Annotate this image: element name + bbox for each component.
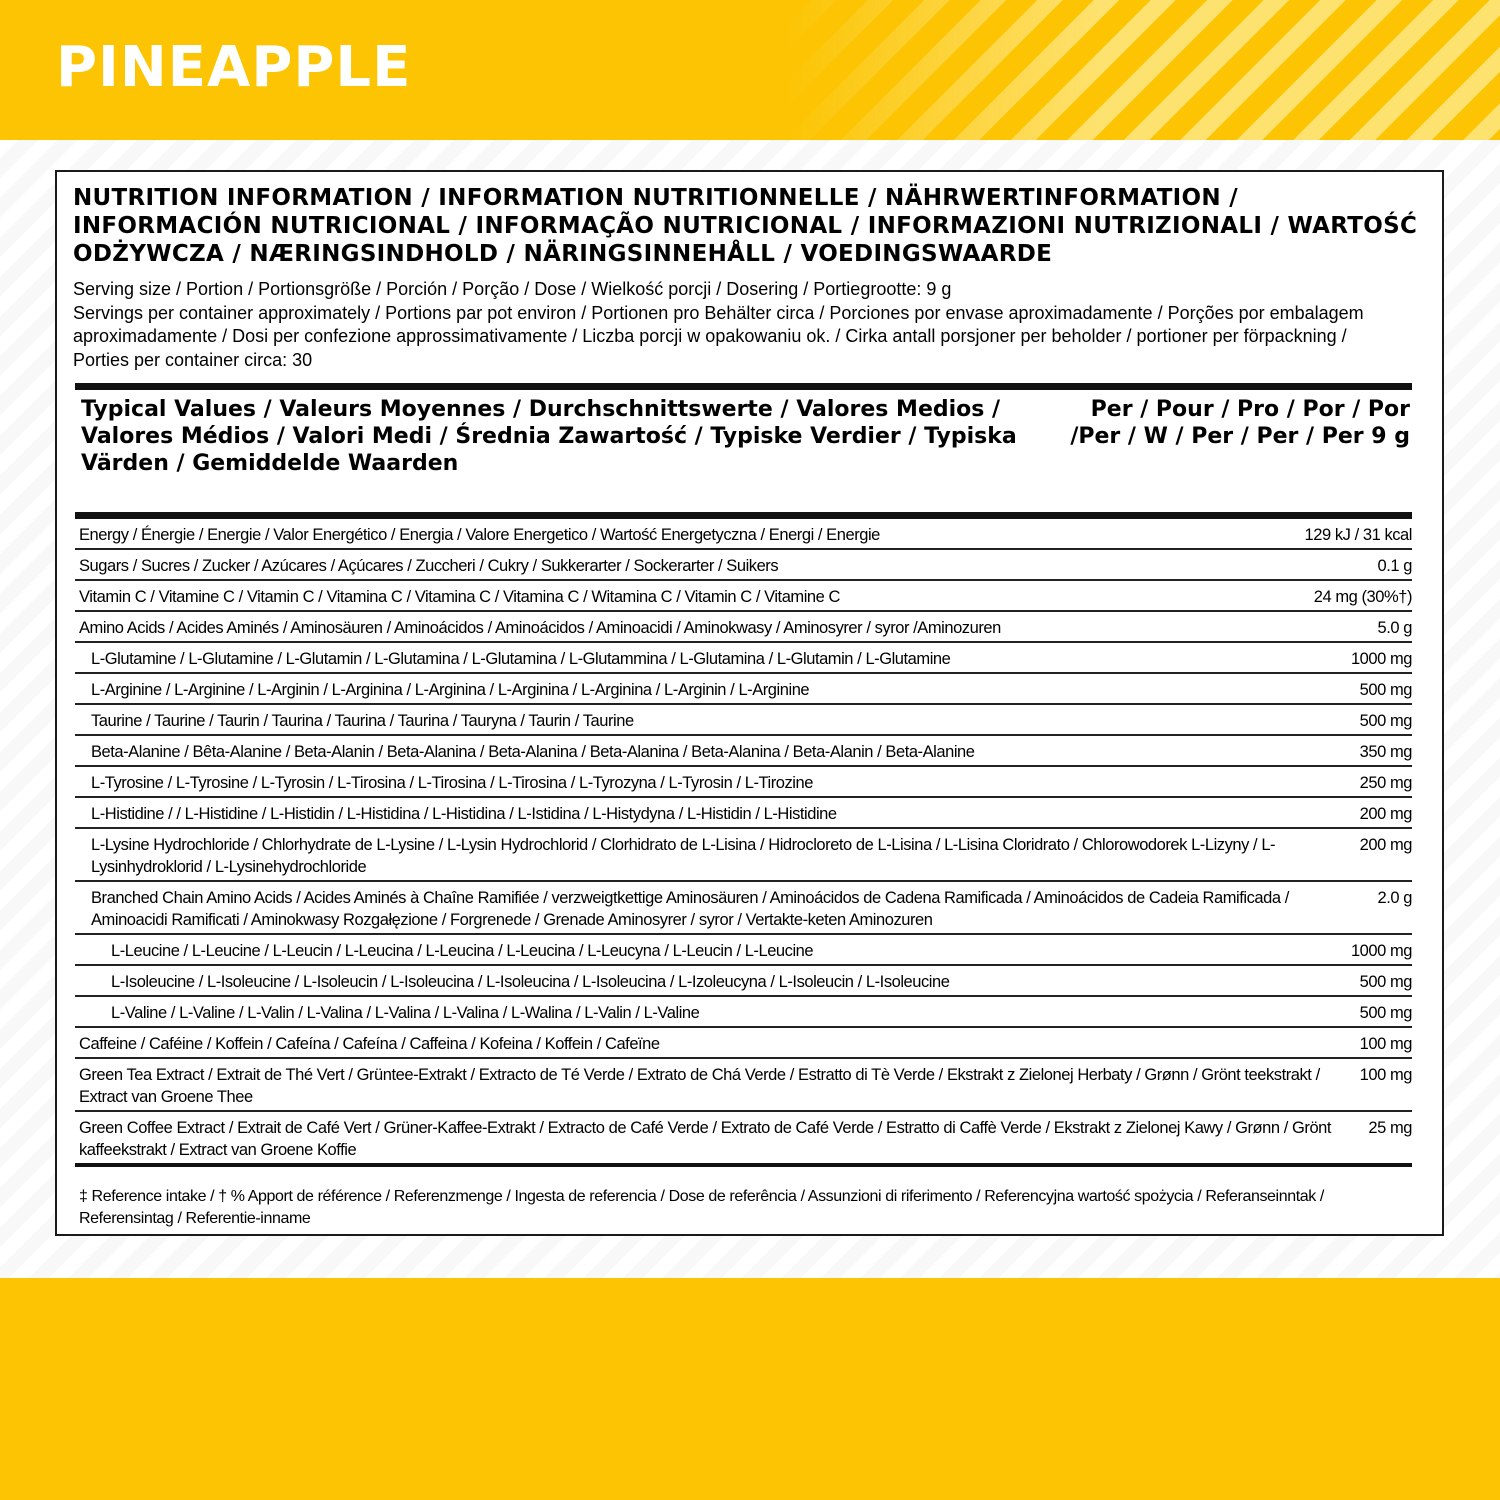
table-row	[75, 736, 1412, 767]
per-serving-heading: Per / Pour / Pro / Por / Por /Per / W / Per / Per / Per 9 g	[1070, 397, 1410, 449]
nutrient-name: Energy / Énergie / Energie / Valor Energético / Energia / Valore Energetico / Wartość Energetyczna / Energi / Energie	[79, 526, 880, 544]
nutrient-value: 500 mg	[1359, 681, 1412, 699]
nutrient-name: Taurine / Taurine / Taurin / Taurina / Taurina / Taurina / Tauryna / Taurin / Taurine	[91, 712, 634, 730]
table-row	[75, 767, 1412, 798]
table-row	[75, 705, 1412, 736]
nutrient-value: 1000 mg	[1350, 942, 1412, 960]
nutrient-name: Vitamin C / Vitamine C / Vitamin C / Vitamina C / Vitamina C / Vitamina C / Witamina C / Vitamin C / Vitamine C	[79, 588, 840, 606]
nutrient-value: 200 mg	[1359, 805, 1412, 823]
nutrient-value: 500 mg	[1359, 1004, 1412, 1022]
nutrient-value: 100 mg	[1359, 1066, 1412, 1084]
flavor-title: PINEAPPLE	[56, 35, 412, 100]
table-row	[75, 612, 1412, 643]
nutrient-name: Sugars / Sucres / Zucker / Azúcares / Açúcares / Zuccheri / Cukry / Sukkerarter / Sockerarter / Suikers	[79, 557, 779, 575]
nutrient-value: 1000 mg	[1350, 650, 1412, 668]
nutrient-name: L-Histidine / / L-Histidine / L-Histidin / L-Histidina / L-Histidina / L-Istidina / L-Histydyna / L-Histidin / L-Histidine	[91, 805, 837, 823]
table-row	[75, 966, 1412, 997]
table-row	[75, 829, 1412, 882]
table-row	[75, 643, 1412, 674]
nutrient-value: 100 mg	[1359, 1035, 1412, 1053]
table-row	[75, 674, 1412, 705]
nutrient-name: Green Tea Extract / Extrait de Thé Vert / Grüntee-Extrakt / Extracto de Té Verde / Extrato de Chá Verde / Estratto di Tè Verde / Ekstrakt z Zielonej Herbaty / Grønn / Grönt teekstrakt / Extract van Groene Thee	[79, 1066, 1320, 1106]
nutrient-value: 250 mg	[1359, 774, 1412, 792]
nutrient-value: 24 mg (30%†)	[1313, 588, 1412, 606]
nutrient-name: L-Tyrosine / L-Tyrosine / L-Tyrosin / L-Tirosina / L-Tirosina / L-Tirosina / L-Tyrozyna / L-Tyrosin / L-Tirozine	[91, 774, 813, 792]
nutrient-value: 2.0 g	[1377, 889, 1412, 907]
nutrient-name: L-Lysine Hydrochloride / Chlorhydrate de L-Lysine / L-Lysin Hydrochlorid / Clorhidrato de L-Lisina / Hidrocloreto de L-Lisina / L-Lisina Cloridrato / Chlorowodorek L-Lizyny / L-Lysinhydroklorid / L-Lysinehydrochloride	[91, 836, 1276, 876]
nutrient-value: 129 kJ / 31 kcal	[1304, 526, 1412, 544]
table-row	[75, 519, 1412, 550]
typical-values-heading: Typical Values / Valeurs Moyennes / Durchschnittswerte / Valores Medios / Valores Médios / Valori Medi / Średnia Zawartość / Typiske Verdier / Typiska Värden / Gemiddelde Waarden	[81, 397, 1017, 476]
nutrient-name: L-Isoleucine / L-Isoleucine / L-Isoleucin / L-Isoleucina / L-Isoleucina / L-Isoleucina / L-Izoleucyna / L-Isoleucin / L-Isoleucine	[111, 973, 950, 991]
table-row	[75, 1028, 1412, 1059]
table-row	[75, 1112, 1412, 1167]
nutrient-name: Beta-Alanine / Bêta-Alanine / Beta-Alanin / Beta-Alanina / Beta-Alanina / Beta-Alanina / Beta-Alanina / Beta-Alanin / Beta-Alanine	[91, 743, 975, 761]
nutrient-name: L-Glutamine / L-Glutamine / L-Glutamin / L-Glutamina / L-Glutamina / L-Glutammina / L-Glutamina / L-Glutamin / L-Glutamine	[91, 650, 951, 668]
nutrient-name: L-Leucine / L-Leucine / L-Leucin / L-Leucina / L-Leucina / L-Leucina / L-Leucyna / L-Leucin / L-Leucine	[111, 942, 814, 960]
nutrient-value: 5.0 g	[1377, 619, 1412, 637]
footer-band	[0, 1278, 1500, 1500]
nutrition-title: NUTRITION INFORMATION / INFORMATION NUTRITIONNELLE / NÄHRWERTINFORMATION / INFORMACIÓN NUTRICIONAL / INFORMAÇÃO NUTRICIONAL / INFORMAZIONI NUTRIZIONALI / WARTOŚĆ ODŻYWCZA / NÆRINGSINDHOLD / NÄRINGSINNEHÅLL / VOEDINGSWAARDE	[73, 185, 1418, 267]
header-band	[0, 0, 1500, 140]
nutrient-value: 200 mg	[1359, 836, 1412, 854]
serving-info	[73, 278, 1403, 372]
table-row	[75, 1059, 1412, 1112]
nutrition-table	[75, 519, 1412, 1167]
nutrient-value: 25 mg	[1368, 1119, 1412, 1137]
nutrient-name: Amino Acids / Acides Aminés / Aminosäuren / Aminoácidos / Aminoácidos / Aminoacidi / Aminokwasy / Aminosyrer / syror /Aminozuren	[79, 619, 1001, 637]
nutrient-name: L-Valine / L-Valine / L-Valin / L-Valina / L-Valina / L-Valina / L-Walina / L-Valin / L-Valine	[111, 1004, 700, 1022]
reference-footnote: ‡ Reference intake / † % Apport de référence / Referenzmenge / Ingesta de referencia / Dose de referência / Assunzioni di riferimento / Referencyjna wartość spożycia / Referanseinntak / Referensintag / Referentie-inname	[79, 1188, 1324, 1227]
divider-table-top	[75, 512, 1412, 519]
nutrient-name: L-Arginine / L-Arginine / L-Arginin / L-Arginina / L-Arginina / L-Arginina / L-Arginina / L-Arginin / L-Arginine	[91, 681, 810, 699]
header-stripes	[780, 0, 1500, 140]
table-row	[75, 798, 1412, 829]
nutrient-name: Caffeine / Caféine / Koffein / Cafeína / Cafeína / Caffeina / Kofeina / Koffein / Cafeïne	[79, 1035, 660, 1053]
nutrient-value: 500 mg	[1359, 712, 1412, 730]
nutrient-name: Branched Chain Amino Acids / Acides Aminés à Chaîne Ramifiée / verzweigtkettige Aminosäuren / Aminoácidos de Cadena Ramificada / Aminoácidos de Cadeia Ramificada / Aminoacidi Ramificati / Aminokwasy Rozgałęzione / Forgrenede / Grenade Aminosyrer / syror / Vertakte-keten Aminozuren	[91, 889, 1289, 929]
nutrient-value: 500 mg	[1359, 973, 1412, 991]
nutrient-value: 0.1 g	[1377, 557, 1412, 575]
table-row	[75, 550, 1412, 581]
table-row	[75, 997, 1412, 1028]
nutrition-panel	[55, 170, 1444, 1236]
table-row	[75, 935, 1412, 966]
servings-per-container: Servings per container approximately / Portions par pot environ / Portionen pro Behälter circa / Porciones por envase aproximadamente / Porções por embalagem aproximadamente / Dosi per confezione approssimativamente / Liczba porcji w opakowaniu ok. / Cirka antall porsjoner per beholder / portioner per förpackning / Porties per container circa: 30	[73, 302, 1364, 370]
table-row	[75, 882, 1412, 935]
serving-size: Serving size / Portion / Portionsgröße / Porción / Porção / Dose / Wielkość porcji / Dosering / Portiegrootte: 9 g	[73, 279, 952, 299]
table-row	[75, 581, 1412, 612]
nutrient-name: Green Coffee Extract / Extrait de Café Vert / Grüner-Kaffee-Extrakt / Extracto de Café Verde / Extrato de Café Verde / Estratto di Caffè Verde / Ekstrakt z Zielonej Kawy / Grønn / Grönt kaffeekstrakt / Extract van Groene Koffie	[79, 1119, 1332, 1159]
divider-top	[75, 383, 1412, 390]
nutrient-value: 350 mg	[1359, 743, 1412, 761]
